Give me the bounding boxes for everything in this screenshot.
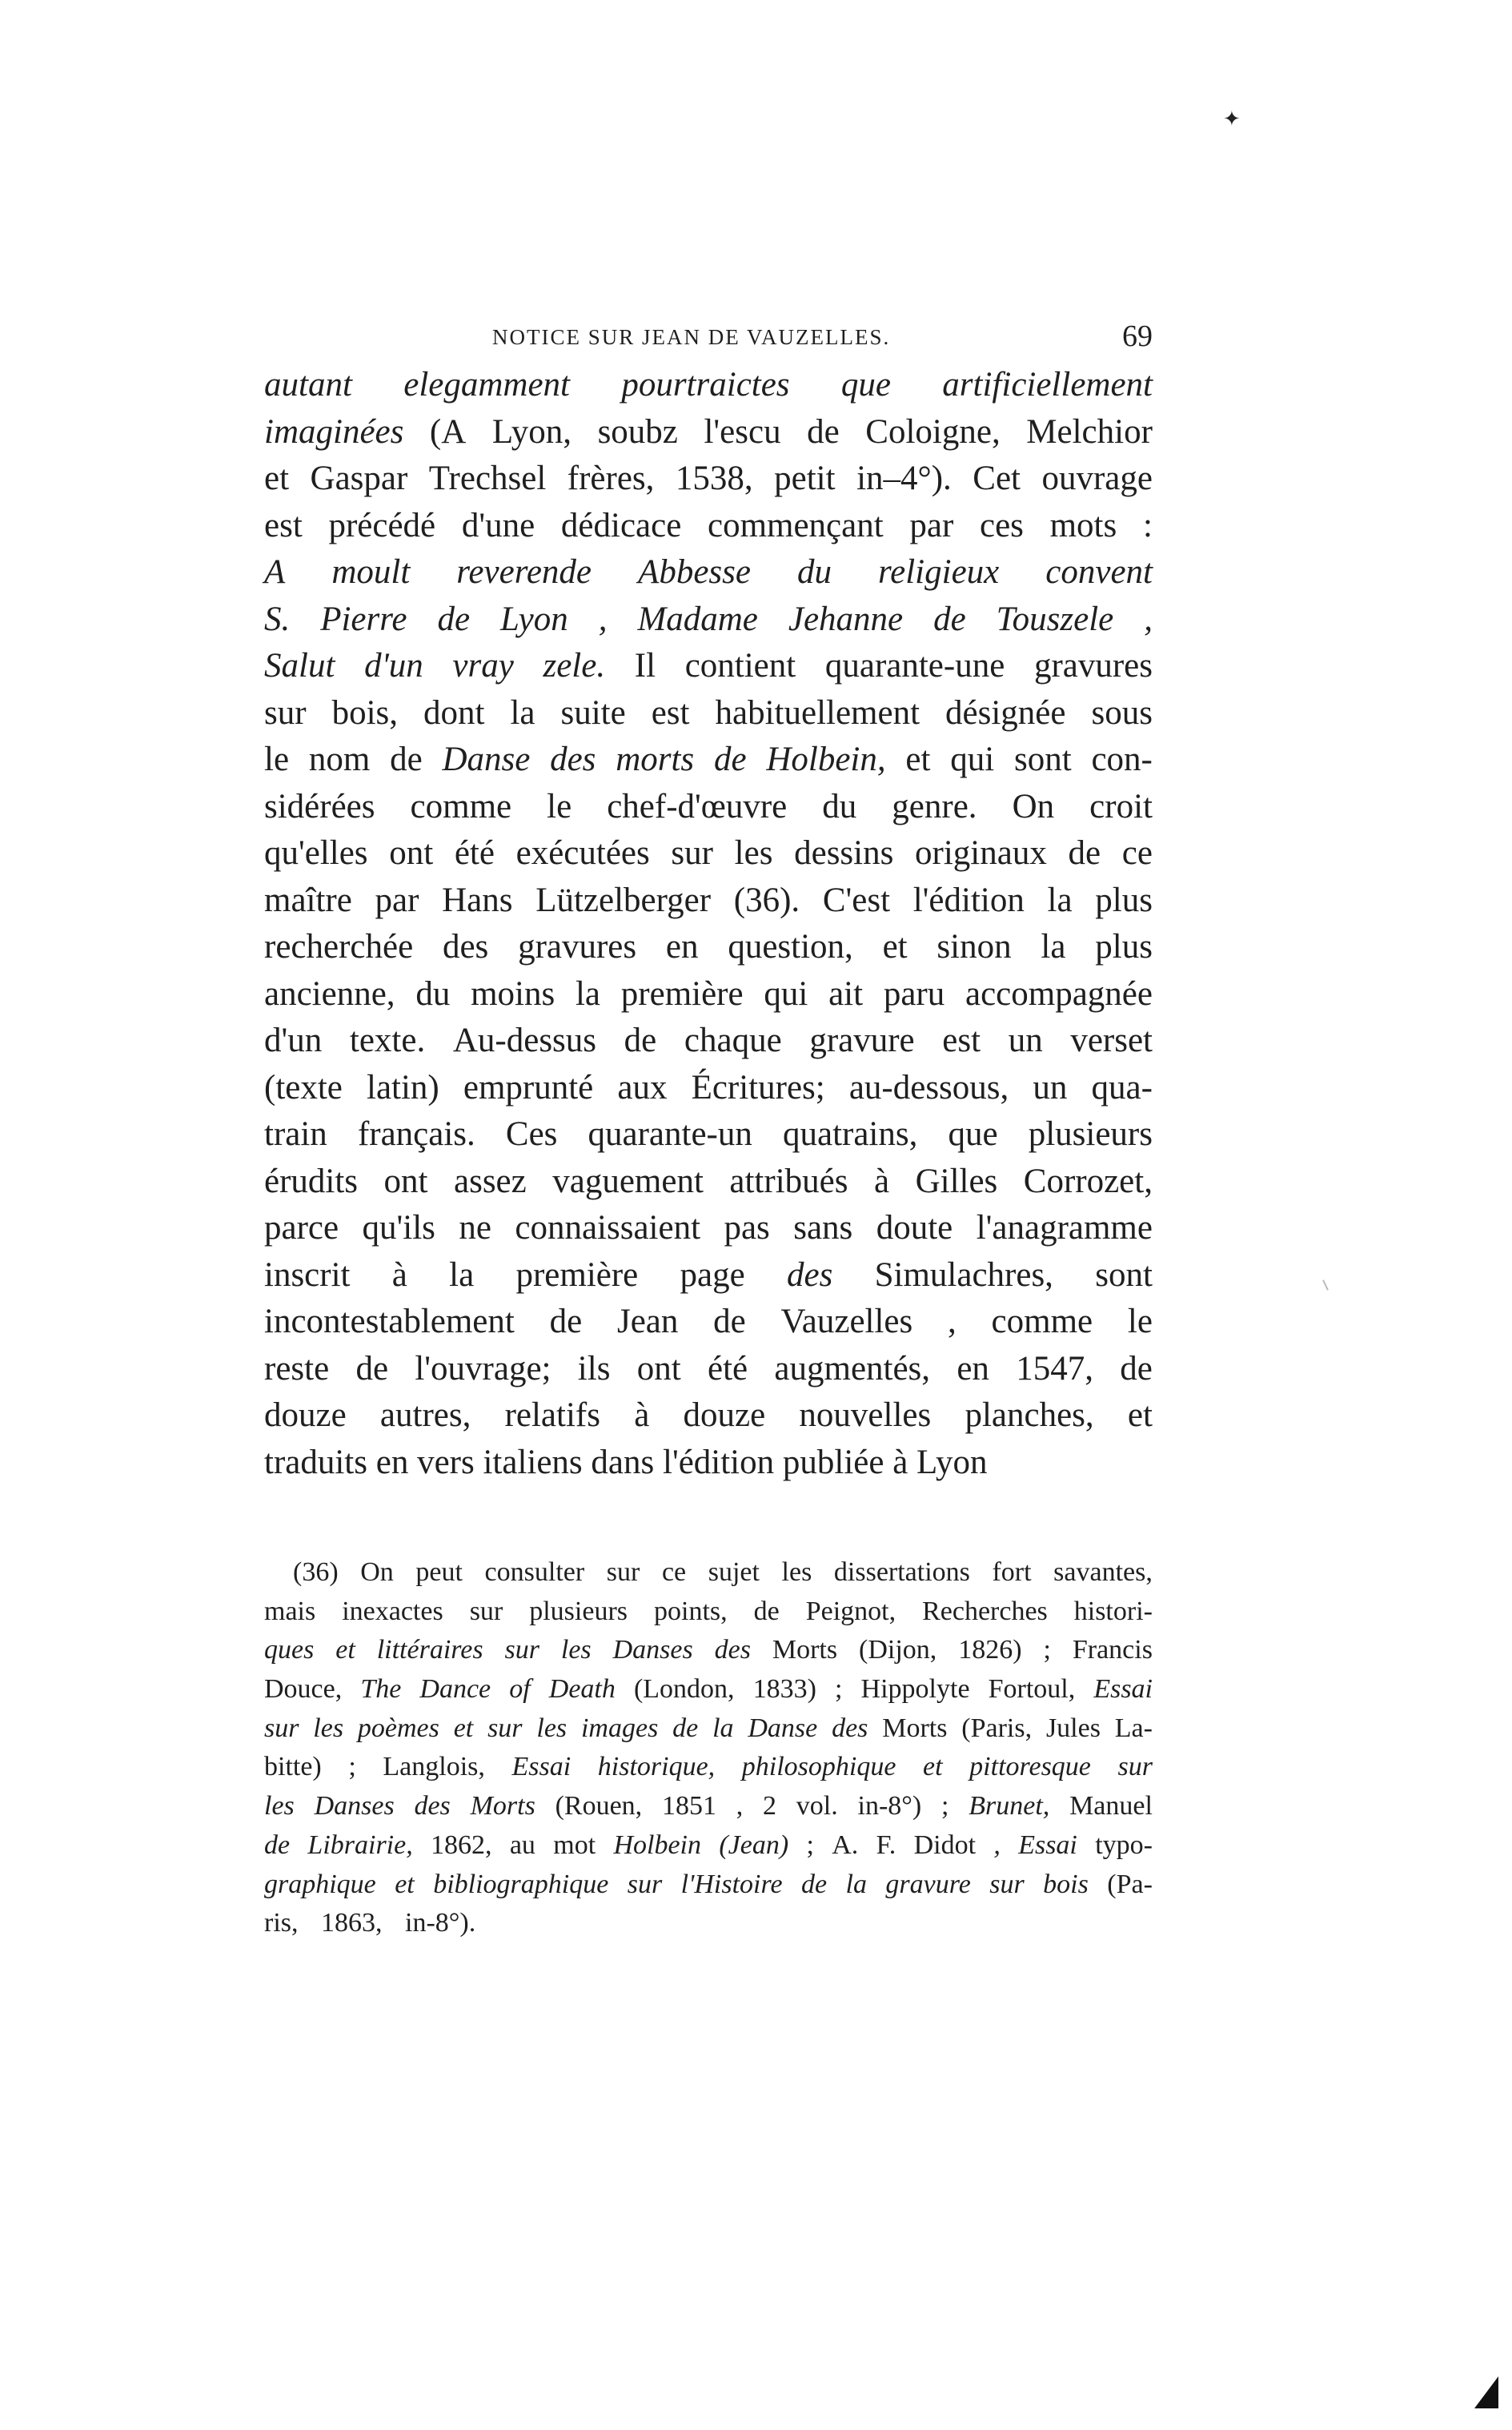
text-line: Salut d'un vray zele. Il contient quarante-une gravures — [264, 647, 1153, 685]
text-line: A moult reverende Abbesse du religieux convent — [264, 553, 1153, 591]
footnote-line: mais inexactes sur plusieurs points, de Peignot, Recherches histori- — [264, 1596, 1153, 1626]
text-line: maître par Hans Lützelberger (36). C'est l'édition la plus — [264, 881, 1153, 919]
footnote-line: ris, 1863, in-8°). — [264, 1908, 476, 1938]
footnote — [264, 1553, 1153, 1943]
text-line: qu'elles ont été exécutées sur les dessins originaux de ce — [264, 834, 1153, 872]
text-line: ancienne, du moins la première qui ait paru accompagnée — [264, 974, 1153, 1013]
text-line: autant elegamment pourtraictes que artificiellement — [264, 366, 1153, 404]
text-line: traduits en vers italiens dans l'édition publiée à Lyon — [264, 1443, 988, 1481]
text-line: train français. Ces quarante-un quatrains, que plusieurs — [264, 1115, 1153, 1153]
text-line: le nom de Danse des morts de Holbein, et qui sont con- — [264, 741, 1153, 778]
corner-triangle-icon — [1474, 2376, 1498, 2408]
text-line: d'un texte. Au-dessus de chaque gravure est un verset — [264, 1022, 1153, 1059]
text-line: recherchée des gravures en question, et sinon la plus — [264, 928, 1153, 966]
page-number: 69 — [1122, 319, 1153, 353]
text-line: et Gaspar Trechsel frères, 1538, petit in–4°). Cet ouvrage — [264, 460, 1153, 497]
footnote-line: ques et littéraires sur les Danses des Morts (Dijon, 1826) ; Francis — [264, 1635, 1153, 1665]
text-line: (texte latin) emprunté aux Écritures; au-dessous, un qua- — [264, 1068, 1153, 1107]
text-line: sidérées comme le chef-d'œuvre du genre. On croit — [264, 787, 1153, 825]
footnote-line: bitte) ; Langlois, Essai historique, philosophique et pittoresque sur — [264, 1752, 1153, 1782]
text-line: imaginées (A Lyon, soubz l'escu de Coloigne, Melchior — [264, 412, 1153, 451]
margin-mark-icon: ✦ — [1223, 107, 1241, 131]
footnote-line: Douce, The Dance of Death (London, 1833) ; Hippolyte Fortoul, Essai — [264, 1674, 1153, 1705]
text-line: parce qu'ils ne connaissaient pas sans doute l'anagramme — [264, 1209, 1153, 1247]
footnote-line: sur les poèmes et sur les images de la Danse des Morts (Paris, Jules La- — [264, 1713, 1153, 1743]
footnote-line: de Librairie, 1862, au mot Holbein (Jean) ; A. F. Didot , Essai typo- — [264, 1830, 1153, 1860]
margin-dash-mark — [1322, 1279, 1329, 1291]
footnote-line: les Danses des Morts (Rouen, 1851 , 2 vol. in-8°) ; Brunet, Manuel — [264, 1791, 1153, 1821]
page-header — [264, 319, 1153, 359]
main-text — [264, 362, 1153, 1486]
text-line: reste de l'ouvrage; ils ont été augmentés, en 1547, de — [264, 1349, 1153, 1388]
text-line: inscrit à la première page des Simulachres, sont — [264, 1255, 1153, 1294]
text-line: douze autres, relatifs à douze nouvelles planches, et — [264, 1396, 1153, 1434]
text-line: S. Pierre de Lyon , Madame Jehanne de Touszele , — [264, 600, 1153, 638]
running-title: NOTICE SUR JEAN DE VAUZELLES. — [492, 325, 891, 349]
text-line: incontestablement de Jean de Vauzelles , comme le — [264, 1303, 1153, 1340]
text-line: érudits ont assez vaguement attribués à Gilles Corrozet, — [264, 1162, 1153, 1200]
text-line: sur bois, dont la suite est habituellement désignée sous — [264, 693, 1153, 732]
text-line: est précédé d'une dédicace commençant par ces mots : — [264, 506, 1153, 544]
footnote-line: graphique et bibliographique sur l'Histoire de la gravure sur bois (Pa- — [264, 1869, 1153, 1899]
footnote-line: (36) On peut consulter sur ce sujet les dissertations fort savantes, — [293, 1557, 1153, 1587]
